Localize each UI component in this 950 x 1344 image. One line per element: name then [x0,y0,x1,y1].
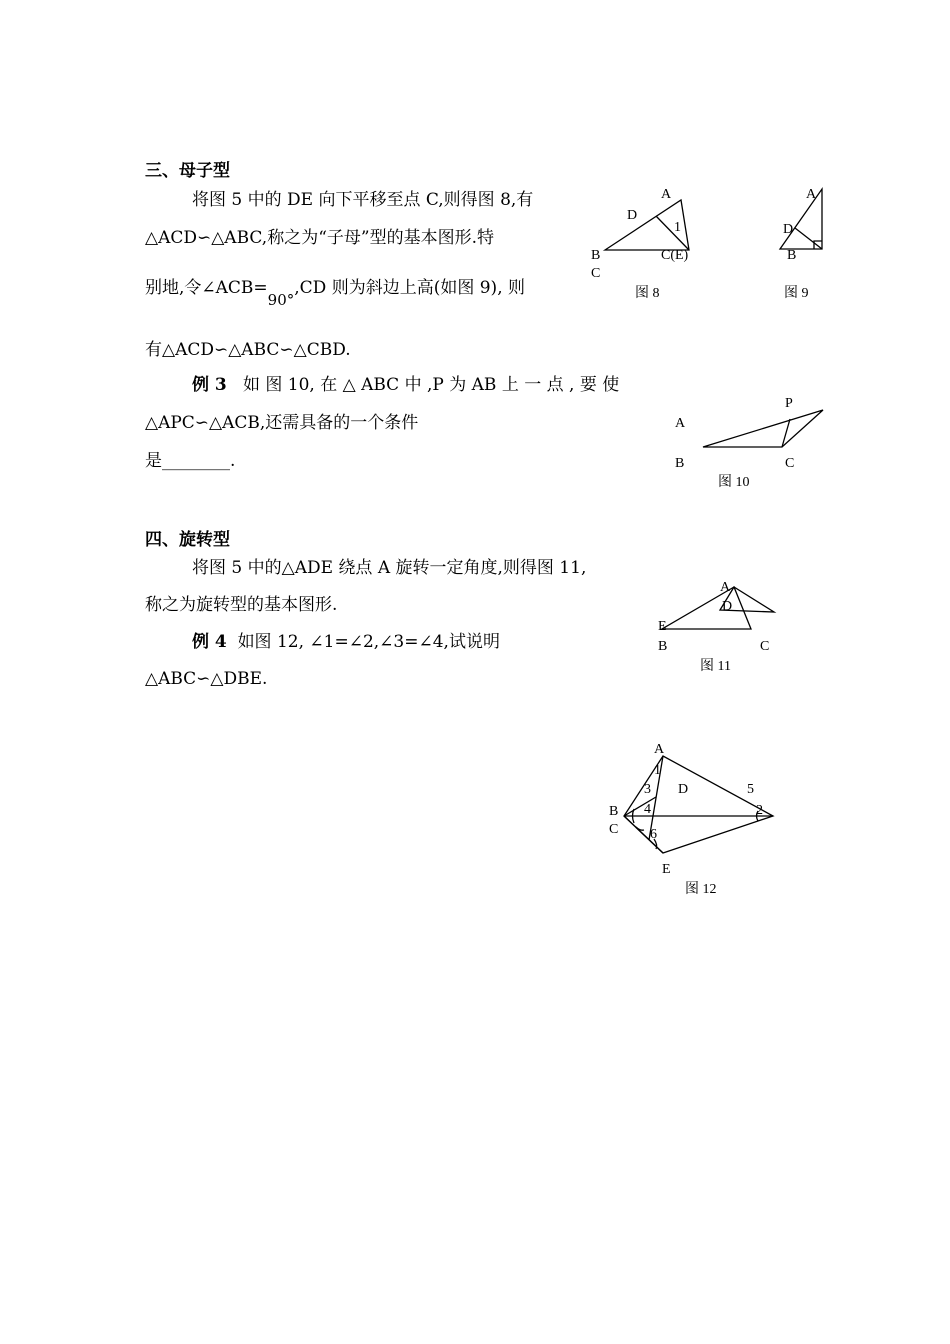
example3-line2: △APC∽△ACB,还需具备的一个条件 [145,413,419,433]
example4-line1 [192,634,500,651]
figure-12 [600,735,785,900]
fig11-label-e: E [658,619,667,634]
fig10-label-c: C [785,456,795,471]
fig9-label-b: B [787,248,797,263]
fig12-label-c: C [609,822,619,837]
example3-line3: 是________. [145,451,236,471]
fig11-label-d: D [722,599,733,614]
right-angle-value: 90° [267,291,295,309]
figure-8 [580,180,710,305]
fig12-label-5: 5 [747,782,754,797]
fig12-caption: 图 12 [685,882,717,897]
example3-label: 例 3 [192,375,227,395]
example3-line1 [192,377,619,394]
section3-line4: 有△ACD∽△ABC∽△CBD. [145,340,351,360]
fig9-label-d: D [783,222,794,237]
fig8-label-d: D [627,208,638,223]
section4-line1: 将图 5 中的△ADE 绕点 A 旋转一定角度,则得图 11, [192,558,587,578]
fig9-label-a: A [806,187,817,202]
section3-line2: △ACD∽△ABC,称之为“子母”型的基本图形.特 [145,228,494,248]
section3-heading: 三、母子型 [145,161,230,181]
figure-11 [650,575,785,675]
example4-label: 例 4 [192,632,227,652]
section3-line1: 将图 5 中的 DE 向下平移至点 C,则得图 8,有 [192,190,534,210]
example3-text: 如 图 10, 在 △ ABC 中 ,P 为 AB 上 一 点 , 要 使 [242,375,620,395]
section3-line3-b: ,CD 则为斜边上高(如图 9), 则 [294,278,526,298]
section4-line2: 称之为旋转型的基本图形. [145,595,338,615]
figure-10 [665,388,830,493]
fig12-label-6: 6 [650,827,657,842]
fig12-label-a: A [654,742,665,757]
fig12-label-e: E [662,862,671,877]
section3-line3-a: 别地,令∠ACB= [145,278,268,298]
section4-heading: 四、旋转型 [145,530,230,550]
fig11-caption: 图 11 [700,659,731,674]
fig8-label-b: B [591,248,601,263]
section3-line3 [145,278,526,309]
fig10-label-p: P [785,396,793,411]
fig8-caption: 图 8 [635,286,660,301]
fig9-caption: 图 9 [784,286,809,301]
fig12-label-2: 2 [756,803,763,818]
fig11-label-b: B [658,639,668,654]
fig10-triangle-abc [703,410,823,447]
fig10-label-b: B [675,456,685,471]
fig10-caption: 图 10 [718,475,750,490]
fig12-label-4: 4 [644,802,651,817]
fig11-label-a: A [720,580,731,595]
fig12-label-3: 3 [644,782,651,797]
fig12-segment-bd [624,797,656,816]
fig9-altitude-bd [795,228,822,249]
example4-line2: △ABC∽△DBE. [145,669,268,689]
fig8-label-1: 1 [674,220,681,235]
fig12-angle-arc-c [636,827,644,830]
fig8-label-ce: C(E) [661,248,689,263]
figure-9 [770,180,840,305]
fig12-label-d: D [678,782,689,797]
fig8-label-c: C [591,266,601,281]
example4-text: 如图 12, ∠1=∠2,∠3=∠4,试说明 [237,632,500,652]
fig12-label-1: 1 [654,763,661,778]
fig8-label-a: A [661,187,672,202]
fig12-label-b: B [609,804,619,819]
fig11-label-c: C [760,639,770,654]
fig11-triangle-abc [662,587,751,629]
fig10-label-a: A [675,416,686,431]
